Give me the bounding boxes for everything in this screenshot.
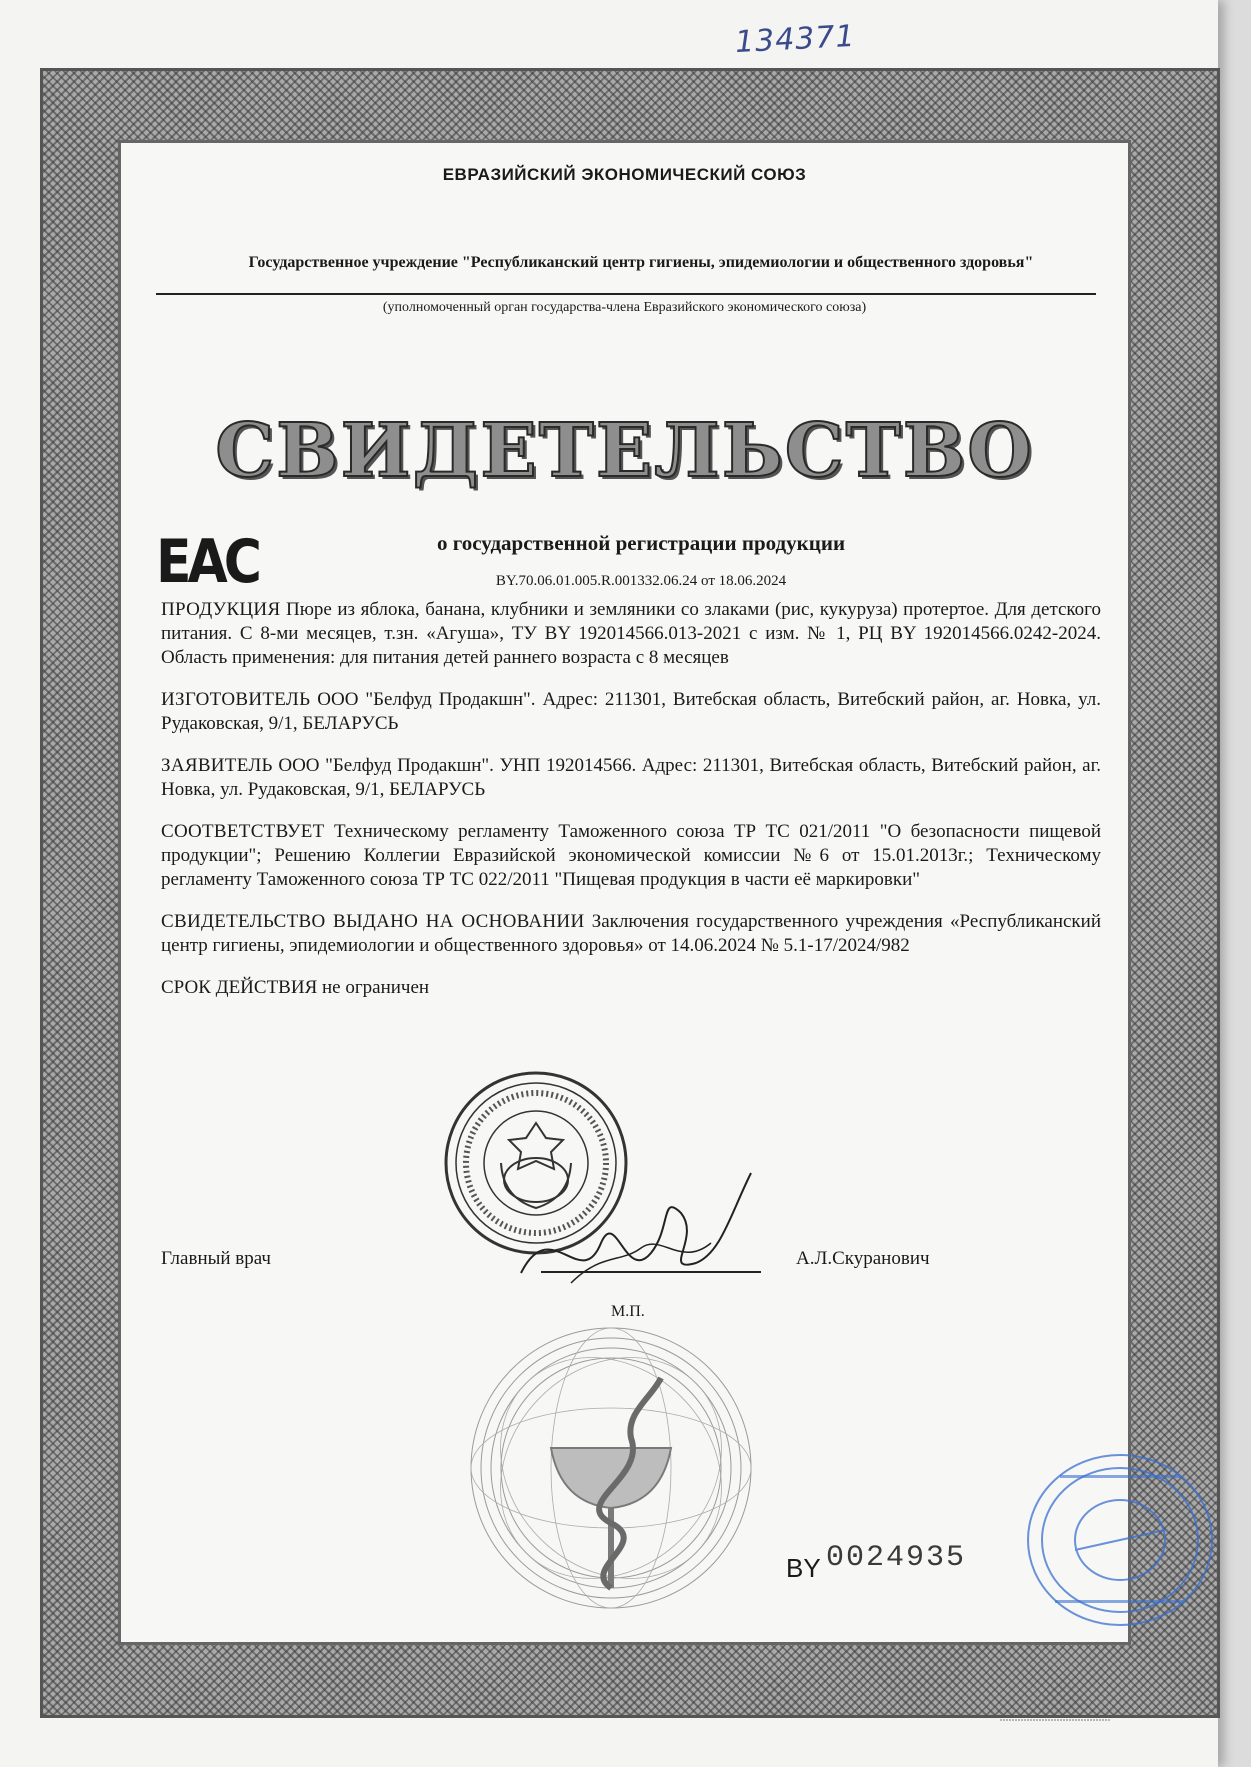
authority-caption: (уполномоченный орган государства-члена Евразийского экономического союза) — [382, 300, 867, 315]
certificate-body — [118, 140, 1131, 1645]
section-text: Заключения государственного учреждения «Республиканский центр гигиены, эпидемиологии и общественного здоровья» от 14.06.2024 № 5.1-17/2024/982 — [161, 911, 1101, 956]
certificate-subtitle: о государственной регистрации продукции — [436, 531, 846, 555]
seal-label: М.П. — [611, 1303, 645, 1320]
caduceus-emblem-icon — [461, 1318, 761, 1618]
copy-verification-stamp-icon — [1020, 1445, 1220, 1635]
section-lead: СВИДЕТЕЛЬСТВО ВЫДАНО НА ОСНОВАНИИ — [161, 911, 585, 932]
section-text: не ограничен — [317, 977, 430, 998]
certificate-title: СВИДЕТЕЛЬСТВО — [215, 408, 1034, 494]
section-text: ООО "Белфуд Продакшн". Адрес: 211301, Витебская область, Витебский район, аг. Новка, ул. Рудаковская, 9/1, БЕЛАРУСЬ — [161, 689, 1101, 734]
section-product — [161, 598, 1101, 670]
section-lead: ПРОДУКЦИЯ — [161, 599, 281, 620]
handwritten-note: 134371 — [734, 18, 857, 61]
section-text: ООО "Белфуд Продакшн". УНП 192014566. Адрес: 211301, Витебская область, Витебский район, аг. Новка, ул. Рудаковская, 9/1, БЕЛАРУСЬ — [161, 755, 1101, 800]
country-code: BY — [786, 1553, 821, 1583]
signatory-position: Главный врач — [161, 1248, 271, 1269]
authority-underline — [156, 293, 1096, 295]
section-compliance — [161, 820, 1101, 892]
section-lead: ИЗГОТОВИТЕЛЬ — [161, 689, 311, 710]
microprint-icon — [1000, 1716, 1110, 1724]
signature-line — [541, 1271, 761, 1273]
section-text: Пюре из яблока, банана, клубники и земляники со злаками (рис, кукуруза) протертое. Для детского питания. С 8-ми месяцев, т.зн. «Агуша», ТУ BY 192014566.013-2021 с изм. № 1, РЦ BY 192014566.0242-2024. Область применения: для питания детей раннего возраста с 8 месяцев — [161, 599, 1101, 668]
authority-name: Государственное учреждение "Республиканский центр гигиены, эпидемиологии и общественного здоровья" — [248, 254, 1034, 271]
section-manufacturer — [161, 688, 1101, 736]
section-lead: СРОК ДЕЙСТВИЯ — [161, 977, 318, 998]
section-validity — [161, 976, 1101, 1000]
signatory-name: А.Л.Скуранович — [796, 1248, 930, 1269]
section-text: Техническому регламенту Таможенного союза ТР ТС 021/2011 "О безопасности пищевой продукции"; Решению Коллегии Евразийской экономической комиссии №6 от 15.01.2013г.; Техническому регламенту Таможенного союза ТР ТС 022/2011 "Пищевая продукция в части её маркировки" — [161, 821, 1101, 890]
section-lead: ЗАЯВИТЕЛЬ — [161, 755, 273, 776]
certificate-text — [161, 598, 1101, 1018]
section-applicant — [161, 754, 1101, 802]
section-lead: СООТВЕТСТВУЕТ — [161, 821, 325, 842]
section-basis — [161, 910, 1101, 958]
signature-icon — [511, 1153, 761, 1303]
registration-number: BY.70.06.01.005.R.001332.06.24 от 18.06.2024 — [495, 573, 787, 589]
union-header: ЕВРАЗИЙСКИЙ ЭКОНОМИЧЕСКИЙ СОЮЗ — [442, 165, 807, 184]
form-serial-number: 0024935 — [826, 1541, 967, 1575]
eac-mark: ЕАС — [156, 528, 258, 597]
